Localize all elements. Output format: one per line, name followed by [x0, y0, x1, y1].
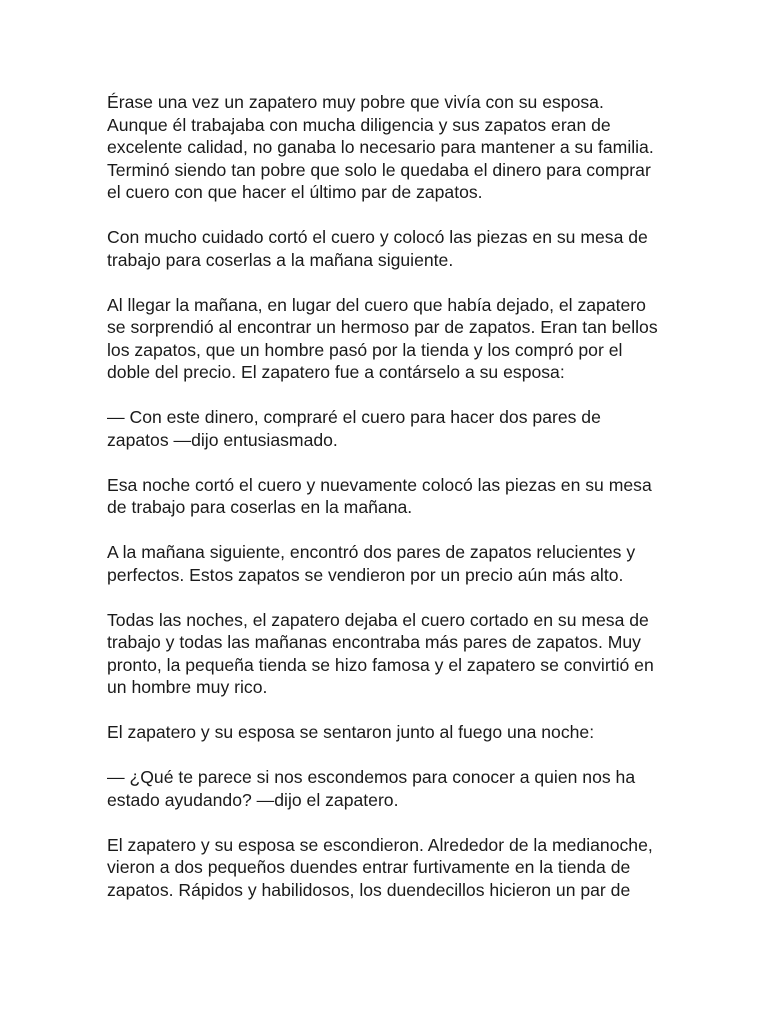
paragraph	[107, 294, 667, 384]
text-line: — ¿Qué te parece si nos escondemos para conocer a quien nos ha	[107, 767, 636, 787]
text-line: se sorprendió al encontrar un hermoso par de zapatos. Eran tan bellos	[107, 317, 658, 337]
text-line: excelente calidad, no ganaba lo necesario para mantener a su familia.	[107, 137, 654, 157]
text-line: doble del precio. El zapatero fue a contárselo a su esposa:	[107, 362, 565, 382]
paragraph	[107, 226, 667, 271]
text-line: de trabajo para coserlas en la mañana.	[107, 497, 413, 517]
text-line: Érase una vez un zapatero muy pobre que vivía con su esposa.	[107, 92, 604, 112]
text-line: pronto, la pequeña tienda se hizo famosa y el zapatero se convirtió en	[107, 654, 654, 675]
text-line: Terminó siendo tan pobre que solo le quedaba el dinero para comprar	[107, 159, 651, 180]
paragraph	[107, 609, 667, 699]
text-line: Todas las noches, el zapatero dejaba el cuero cortado en su mesa de	[107, 609, 649, 630]
text-line: Con mucho cuidado cortó el cuero y colocó las piezas en su mesa de	[107, 227, 648, 247]
text-line: un hombre muy rico.	[107, 677, 268, 697]
text-line: A la mañana siguiente, encontró dos pares de zapatos relucientes y	[107, 542, 636, 562]
text-line: zapatos. Rápidos y habilidosos, los duendecillos hicieron un par de	[107, 879, 631, 900]
text-line: El zapatero y su esposa se sentaron junto al fuego una noche:	[107, 722, 595, 742]
text-line: el cuero con que hacer el último par de zapatos.	[107, 182, 483, 202]
paragraph	[107, 721, 667, 744]
paragraph	[107, 541, 667, 586]
paragraph	[107, 91, 667, 204]
text-line: Al llegar la mañana, en lugar del cuero que había dejado, el zapatero	[107, 294, 646, 315]
text-line: El zapatero y su esposa se escondieron. Alrededor de la medianoche,	[107, 834, 653, 855]
text-line: Esa noche cortó el cuero y nuevamente colocó las piezas en su mesa	[107, 474, 652, 495]
text-line: los zapatos, que un hombre pasó por la tienda y los compró por el	[107, 339, 623, 360]
text-line: zapatos —dijo entusiasmado.	[107, 429, 338, 450]
paragraph	[107, 766, 667, 811]
paragraph	[107, 834, 667, 902]
text-line: — Con este dinero, compraré el cuero para hacer dos pares de	[107, 407, 601, 427]
text-line: perfectos. Estos zapatos se vendieron por un precio aún más alto.	[107, 564, 624, 585]
text-line: vieron a dos pequeños duendes entrar furtivamente en la tienda de	[107, 857, 631, 877]
text-line: trabajo y todas las mañanas encontraba más pares de zapatos. Muy	[107, 632, 641, 652]
paragraph	[107, 474, 667, 519]
paragraph	[107, 406, 667, 451]
text-line: estado ayudando? —dijo el zapatero.	[107, 789, 399, 810]
document-body	[107, 91, 667, 924]
text-line: trabajo para coserlas a la mañana siguiente.	[107, 249, 454, 270]
text-line: Aunque él trabajaba con mucha diligencia y sus zapatos eran de	[107, 114, 611, 135]
